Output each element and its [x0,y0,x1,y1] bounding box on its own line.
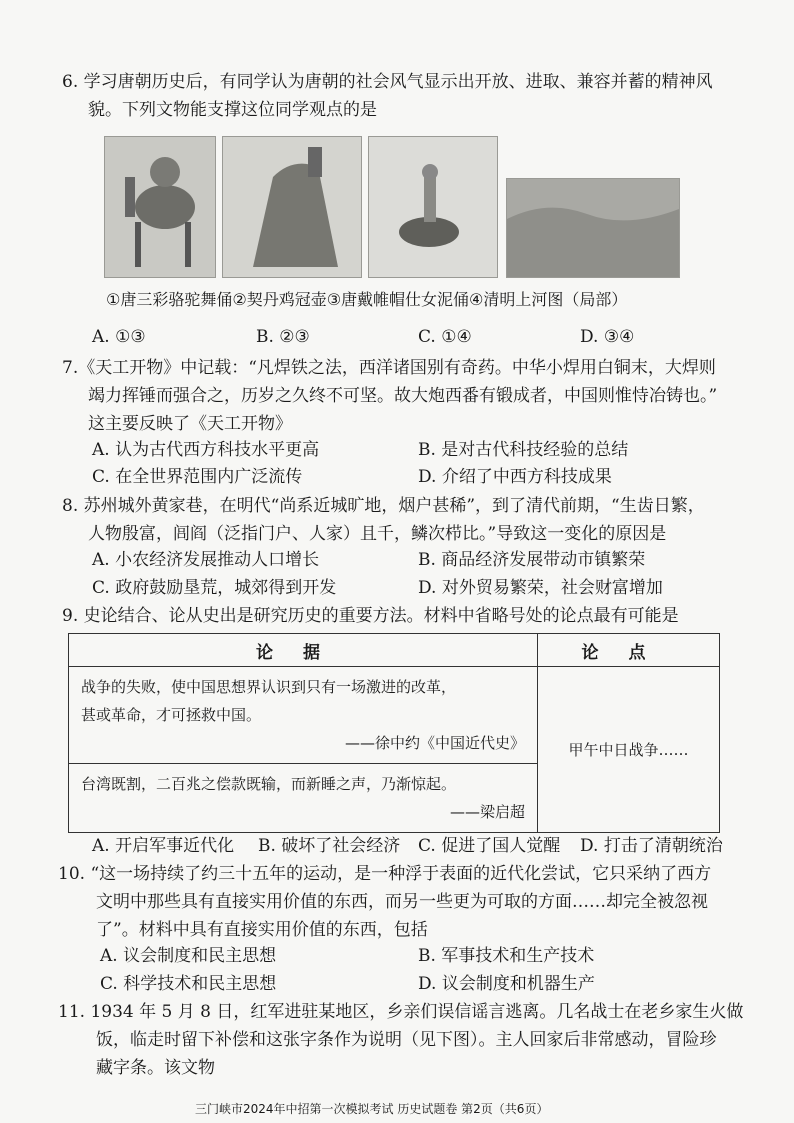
q6-option-d[interactable]: D. ③④ [580,327,635,347]
q10-stem-line2: 文明中那些具有直接实用价值的东西，而另一些更为可取的方面……却完全被忽视 [96,892,708,912]
q6-stem-line2: 貌。下列文物能支撑这位同学观点的是 [88,100,377,120]
q10-option-b[interactable]: B. 军事技术和生产技术 [418,946,595,966]
evidence2-source: ——梁启超 [449,803,525,821]
q8-stem-line2: 人物殷富，闾阎（泛指门户、人家）且千，鳞次栉比。”导致这一变化的原因是 [88,524,667,544]
q10-option-d[interactable]: D. 议会制度和机器生产 [418,974,595,994]
q6-image-caption: ①唐三彩骆驼舞俑②契丹鸡冠壶③唐戴帷帽仕女泥俑④清明上河图（局部） [106,290,628,309]
q6-option-c[interactable]: C. ①④ [418,327,472,347]
q11-stem-line3: 藏字条。该文物 [96,1058,215,1078]
q7-option-a[interactable]: A. 认为古代西方科技水平更高 [92,440,320,460]
q10-option-a[interactable]: A. 议会制度和民主思想 [100,946,277,966]
q7-option-b[interactable]: B. 是对古代科技经验的总结 [418,440,629,460]
q6-option-a[interactable]: A. ①③ [92,327,146,347]
q6-stem-line1: 6. 学习唐朝历史后，有同学认为唐朝的社会风气显示出开放、进取、兼容并蓄的精神风 [62,72,713,92]
q7-stem-line3: 这主要反映了《天工开物》 [88,414,292,434]
q11-stem-line2: 饭，临走时留下补偿和这张字条作为说明（见下图）。主人回家后非常感动，冒险珍 [96,1030,717,1050]
q9-option-c[interactable]: C. 促进了国人觉醒 [418,836,561,856]
q8-stem-line1: 8. 苏州城外黄家巷，在明代“尚系近城旷地，烟户甚稀”，到了清代前期，“生齿日繁， [62,496,705,516]
cockscomb-pot-image [222,136,362,278]
q10-option-c[interactable]: C. 科学技术和民主思想 [100,974,277,994]
q9-option-a[interactable]: A. 开启军事近代化 [92,836,235,856]
female-figurine-image [368,136,498,278]
q8-option-b[interactable]: B. 商品经济发展带动市镇繁荣 [418,550,646,570]
camel-figurine-image [104,136,216,278]
q8-option-a[interactable]: A. 小农经济发展推动人口增长 [92,550,320,570]
q7-stem-line2: 竭力挥锤而强合之，历岁之久终不可坚。故大炮西番有锻成者，中国则惟恃冶铸也。” [88,386,718,406]
evidence-table [68,633,720,833]
q9-stem: 9. 史论结合、论从史出是研究历史的重要方法。材料中省略号处的论点最有可能是 [62,606,679,626]
q8-option-d[interactable]: D. 对外贸易繁荣，社会财富增加 [418,578,663,598]
evidence1-line1: 战争的失败，使中国思想界认识到只有一场激进的改革， [81,678,457,696]
q9-option-d[interactable]: D. 打击了清朝统治 [580,836,723,856]
evidence2-line1: 台湾既割，二百兆之偿款既输，而新睡之声，乃渐惊起。 [81,775,457,793]
q10-stem-line1: 10. “这一场持续了约三十五年的运动，是一种浮于表面的近代化尝试，它只采纳了西方 [58,864,712,884]
evidence-cell-1 [69,667,538,764]
evidence-header: 论据 [69,634,538,667]
evidence1-line2: 甚或革命，才可拯救中国。 [81,706,262,724]
q11-stem-line1: 11. 1934 年 5 月 8 日，红军进驻某地区，乡亲们误信谣言逃离。几名战士在老乡家生火做 [58,1002,744,1022]
q10-stem-line3: 了”。材料中具有直接实用价值的东西，包括 [96,920,428,940]
thesis-header: 论点 [538,634,720,667]
thesis-cell: 甲午中日战争…… [538,667,720,833]
q8-option-c[interactable]: C. 政府鼓励垦荒，城郊得到开发 [92,578,337,598]
q9-option-b[interactable]: B. 破坏了社会经济 [258,836,401,856]
q7-option-d[interactable]: D. 介绍了中西方科技成果 [418,467,612,487]
evidence-cell-2 [69,764,538,833]
q7-stem-line1: 7.《天工开物》中记载：“凡焊铁之法，西洋诸国别有奇药。中华小焊用白铜末，大焊则 [62,358,716,378]
q6-option-b[interactable]: B. ②③ [256,327,310,347]
q7-option-c[interactable]: C. 在全世界范围内广泛流传 [92,467,303,487]
page-footer: 三门峡市2024年中招第一次模拟考试 历史试题卷 第2页（共6页） [195,1102,549,1116]
evidence1-source: ——徐中约《中国近代史》 [344,734,525,752]
painting-excerpt-image [506,178,680,278]
